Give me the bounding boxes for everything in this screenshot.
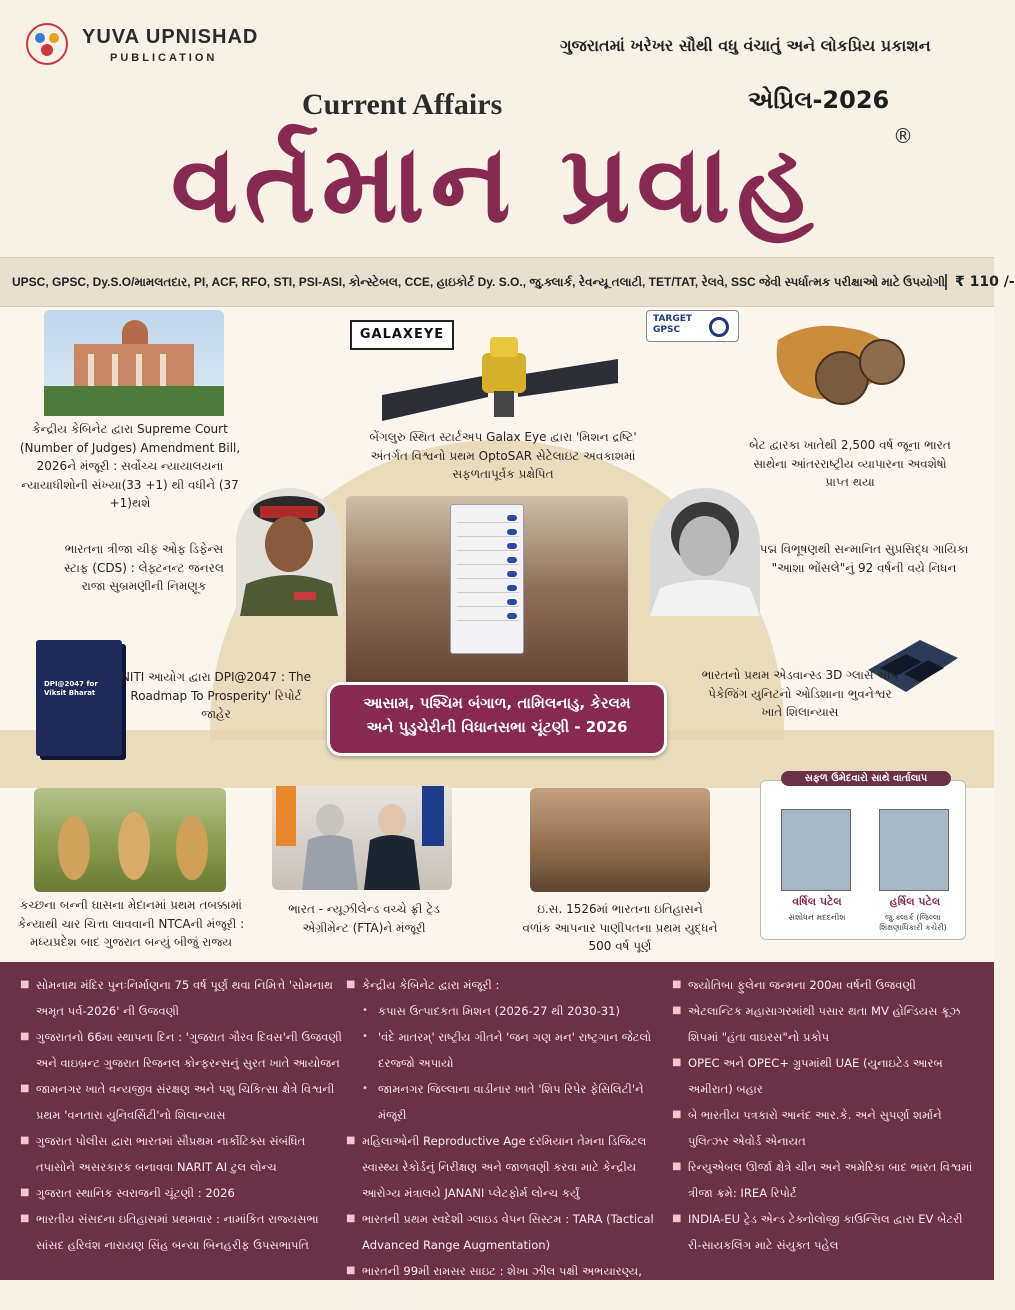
india-nz-leaders-photo (272, 786, 452, 890)
story-supreme-court: કેન્દ્રીય કેબિનેટ દ્વારા Supreme Court (Number of Judges) Amendment Bill, 2026ને મંજૂરી : સર્વોચ્ચ ન્યાયાલયના ન્યાયાધીશોની સંખ્યા(33 +1) થી વધીને (37 +1)થશે (19, 422, 241, 511)
news-item: ■ બે ભારતીય પત્રકારો આનંદ આર.કે. અને સુપર્ણા શર્માને પુલિત્ઝર એવોર્ડ એનાયત (672, 1108, 942, 1148)
publisher-name: YUVA UPNISHAD (82, 26, 259, 48)
army-general-portrait (236, 488, 342, 616)
story-panipat: ઇ.સ. 1526માં ભારતના ઇતિહાસને વળાંક આપનાર પાણીપતના પ્રથમ યુદ્ધને 500 વર્ષ પૂર્ણ (522, 902, 718, 954)
singer-portrait (650, 488, 760, 616)
satellite-image (378, 335, 623, 431)
publisher-subtitle: PUBLICATION (110, 52, 218, 64)
publisher-logo (22, 22, 72, 68)
news-subitem: • કપાસ ઉત્પાદકતા મિશન (2026-27 થી 2030-31) (362, 1004, 621, 1018)
evm-machine (450, 504, 524, 654)
election-banner (327, 682, 667, 756)
news-item: ■ કેન્દ્રીય કેબિનેટ દ્વારા મંજૂરી : (346, 978, 500, 992)
panipat-battle-photo (530, 788, 710, 892)
news-item: ■ મહિલાઓની Reproductive Age દરમિયાન તેમના ડિજિટલ સ્વાસ્થ્ય રેકોર્ડનું નિરીક્ષણ અને જાળવણી કરવા માટે કેન્દ્રીય આરોગ્ય મંત્રાલયે JANANI પ્લેટફોર્મ લોન્ચ કર્યું (346, 1134, 647, 1200)
cheetah-photo (34, 788, 226, 892)
interview-heading: સફળ ઉમેદવારો સાથે વાર્તાલાપ (781, 771, 951, 786)
news-item: ■ જામનગર ખાતે વન્યજીવ સંરક્ષણ અને પશુ ચિકિત્સા ક્ષેત્રે વિશ્વની પ્રથમ 'વનતારા યુનિવર્સિટી'નો શિલાન્યાસ (20, 1082, 335, 1122)
story-bet-dwarka: બેટ દ્વારકા ખાતેથી 2,500 વર્ષ જૂના ભારત સાથેના આંતરરાષ્ટ્રીય વ્યાપારના અવશેષો પ્રાપ્ત થયા (749, 438, 951, 490)
edition-date: એપ્રિલ-2026 (748, 86, 890, 114)
galaxeye-logo: GALAXEYE (350, 320, 454, 350)
target-icon (709, 317, 729, 337)
news-item: ■ OPEC અને OPEC+ ગ્રુપમાંથી UAE (યુનાઇટેડ આરબ અમીરાત) બહાર (672, 1056, 943, 1096)
target-gpsc-logo: TARGET GPSC (646, 310, 739, 342)
news-item: ■ રિન્યુએબલ ઊર્જા ક્ષેત્રે ચીન અને અમેરિકા બાદ ભારત વિશ્વમાં ત્રીજા ક્રમે: IREA રિપોર્ટ (672, 1160, 973, 1200)
candidate-photo-1 (781, 809, 851, 891)
news-column-3 (672, 972, 974, 1258)
price: ₹ 110 /- (945, 274, 1015, 290)
exam-bar (0, 257, 1015, 307)
news-item: ■ ગુજરાત સ્થાનિક સ્વરાજની ચૂંટણી : 2026 (20, 1186, 235, 1200)
news-item: ■ INDIA-EU ટ્રેડ એન્ડ ટેક્નોલોજી કાઉન્સિલ દ્વારા EV બેટરી રી-સાયકલિંગ માટે સંયુક્ત પહેલ (672, 1212, 963, 1252)
tagline: ગુજરાતમાં ખરેખર સૌથી વધુ વંચાતું અને લોકપ્રિય પ્રકાશન (560, 36, 931, 55)
news-item: ■ જ્યોતિબા ફુલેના જન્મના 200મા વર્ષની ઉજવણી (672, 978, 916, 992)
candidate-role-1: સંશોધન મદદનીશ (788, 913, 846, 922)
supreme-court-photo (44, 310, 224, 416)
news-item: ■ એટલાન્ટિક મહાસાગરમાંથી પસાર થતા MV હોન્ડિયસ ક્રૂઝ શિપમાં "હંતા વાઇરસ"નો પ્રકોપ (672, 1004, 961, 1044)
story-asha: પદ્મ વિભૂષણથી સન્માનિત સુપ્રસિદ્ધ ગાયિકા "આશા ભોંસલે"નું 92 વર્ષની વયે નિધન (759, 542, 969, 575)
story-fta: ભારત - ન્યૂઝીલેન્ડ વચ્ચે ફ્રી ટ્રેડ એગ્રીમેન્ટ (FTA)ને મંજૂરી (288, 902, 440, 935)
candidate-name-1: વર્ષિલ પટેલ (792, 895, 842, 908)
news-subitem: • જામનગર જિલ્લાના વાડીનાર ખાતે 'શિપ રિપેર ફેસિલિટી'ને મંજૂરી (362, 1082, 644, 1122)
magazine-subtitle: Current Affairs (302, 88, 503, 121)
story-chip: ભારતનો પ્રથમ એડવાન્સ્ડ 3D ગ્લાસ ચીપ પેકેજિંગ યુનિટનો ઓડિશાના ભુવનેશ્વર ખાતે શિલાન્યાસ (701, 668, 899, 720)
election-line-1: આસામ, પશ્ચિમ બંગાળ, તામિલનાડુ, કેરલમ (363, 694, 631, 712)
news-item: ■ ભારતની 99મી રામસર સાઇટ : શેખા ઝીલ પક્ષી અભયારણ્ય, ઉત્તરપ્રદેશ (346, 1264, 642, 1304)
story-niti: NITI આયોગ દ્વારા DPI@2047 : The Roadmap To Prosperity' રિપોર્ટ જાહેર (120, 670, 312, 722)
registered-mark: ® (893, 124, 913, 148)
news-column-2 (346, 972, 668, 1310)
book-title: DPI@2047 for Viksit Bharat (44, 680, 98, 698)
niti-report-book (36, 640, 122, 756)
news-item: ■ ગુજરાત પોલીસ દ્વારા ભારતમાં સૌપ્રથમ નાર્કોટિક્સ સંબંધિત તપાસોને અસરકારક બનાવવા NARIT AI ટુલ લોન્ચ (20, 1134, 306, 1174)
news-item: ■ ગુજરાતનો 66મા સ્થાપના દિન : 'ગુજરાત ગૌરવ દિવસ'ની ઉજવણી અને વાઇબ્રન્ટ ગુજરાત રિજનલ કોન્ફરન્સનું સુરત ખાતે આયોજન (20, 1030, 342, 1070)
magazine-title: વર્તમાન પ્રવાહ (170, 122, 820, 247)
gujarat-map-coins (770, 318, 920, 418)
exam-list: UPSC, GPSC, Dy.S.O/મામલતદાર, PI, ACF, RFO, STI, PSI-ASI, કોન્સ્ટેબલ, CCE, હાઇકોર્ટ Dy. S.O., જુ.ક્લાર્ક, રેવન્યૂ તલાટી, TET/TAT, રેલવે, SSC જેવી સ્પર્ધાત્મક પરીક્ષાઓ માટે ઉપયોગી (12, 274, 946, 289)
news-item: ■ ભારતીય સંસદના ઇતિહાસમાં પ્રથમવાર : નામાંકિત રાજ્યસભા સાંસદ હરિવંશ નારાયણ સિંહ બન્યા બિનહરીફ ઉપસભાપતિ (20, 1212, 319, 1252)
candidate-photo-2 (879, 809, 949, 891)
story-cds: ભારતના ત્રીજા ચીફ ઓફ ડિફેન્સ સ્ટાફ (CDS) : લેફ્ટનન્ટ જનરલ રાજા સુબ્રમણીની નિમણૂક (64, 542, 224, 594)
interview-box (760, 773, 966, 940)
candidate-role-2: જુ.ક્લાર્ક (જિલ્લા શિક્ષણાધિકારી કચેરી) (879, 913, 947, 932)
story-galaxeye: બેંગલુરુ સ્થિત સ્ટાર્ટઅપ Galax Eye દ્વારા 'મિશન દ્રષ્ટિ' અંતર્ગત વિશ્વનો પ્રથમ OptoSAR સેટેલાઇટ અવકાશમાં સફળતાપૂર્વક પ્રક્ષેપિત (369, 430, 637, 482)
news-column-1 (20, 972, 342, 1258)
story-cheetah: કચ્છના બન્ની ઘાસના મેદાનમાં પ્રથમ તબક્કામાં કેન્યાથી ચાર ચિત્તા લાવવાની NTCAની મંજૂરી : મધ્યપ્રદેશ બાદ ગુજરાત બન્યું બીજું રાજ્ય (17, 898, 245, 950)
news-subitem: • 'વંદે માતરમ્' રાષ્ટ્રીય ગીતને 'જન ગણ મન' રાષ્ટ્રગાન જેટલો દરજ્જો અપાયો (362, 1030, 652, 1070)
news-item: ■ સોમનાથ મંદિર પુનઃનિર્માણના 75 વર્ષ પૂર્ણ થવા નિમિત્તે 'સોમનાથ અમૃત પર્વ-2026' ની ઉજવણી (20, 978, 333, 1018)
candidate-name-2: હર્ષિલ પટેલ (889, 895, 941, 908)
news-item: ■ ભારતની પ્રથમ સ્વદેશી ગ્લાઇડ વેપન સિસ્ટમ : TARA (Tactical Advanced Range Augmentation) (346, 1212, 654, 1252)
election-line-2: અને પુડુચેરીની વિધાનસભા ચૂંટણી - 2026 (366, 718, 628, 736)
evm-crowd-photo (346, 496, 628, 706)
